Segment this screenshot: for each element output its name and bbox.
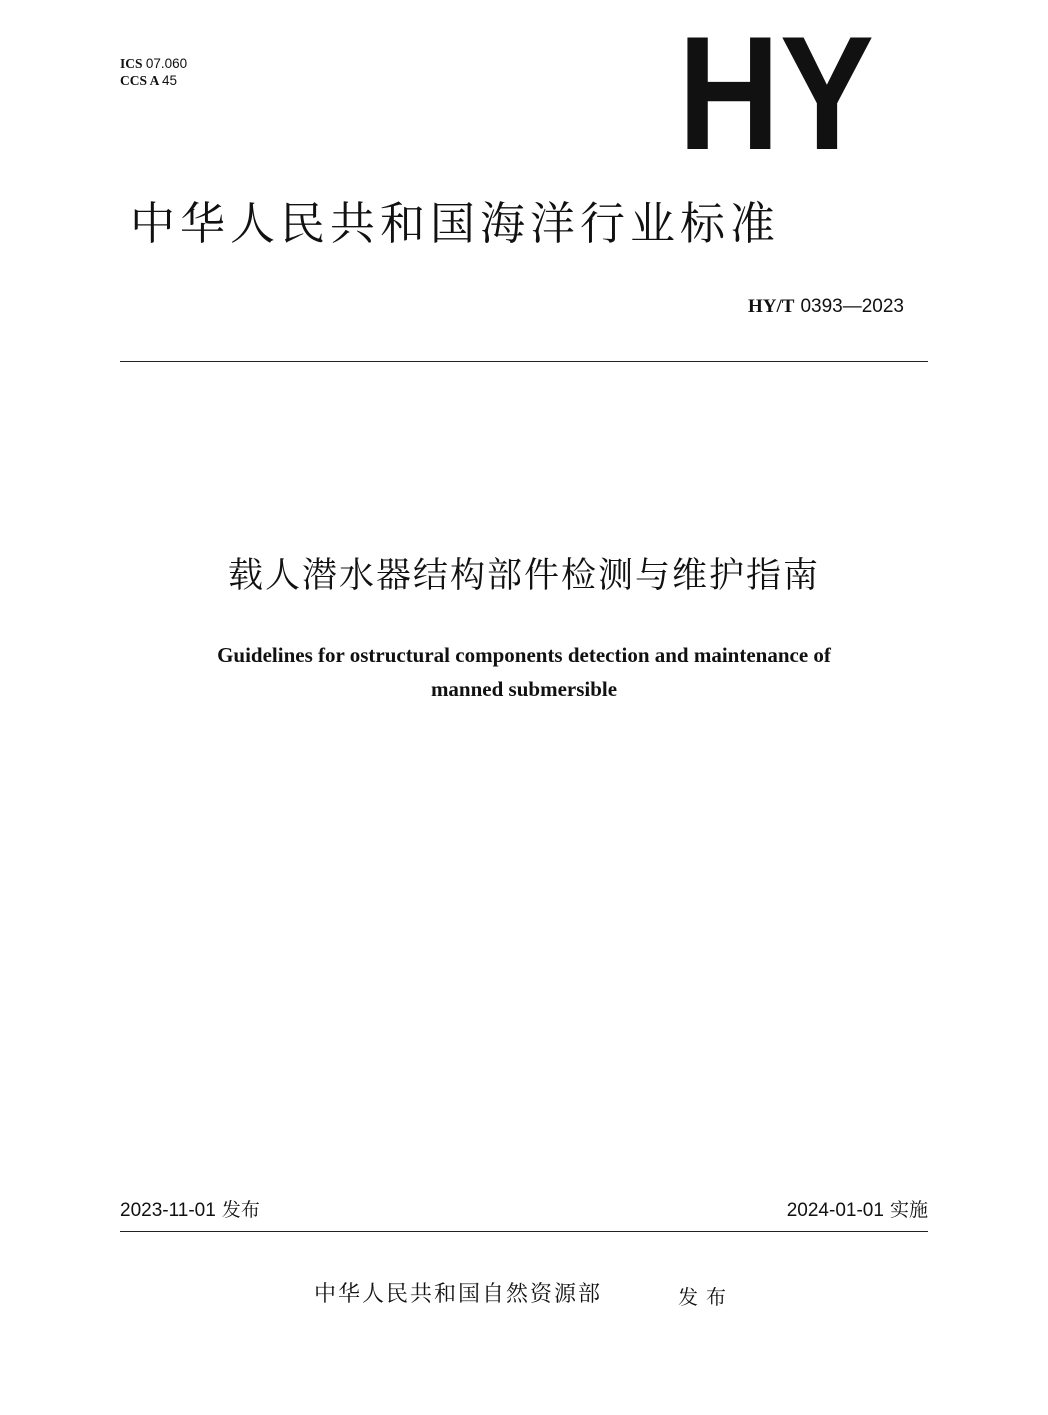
title-chinese: 载人潜水器结构部件检测与维护指南	[227, 556, 820, 596]
issue-date-label: 发布	[221, 1199, 260, 1221]
standard-code-number: 0393—2023	[800, 296, 904, 317]
ics-line	[120, 55, 187, 72]
standard-code	[748, 294, 904, 319]
header-divider	[120, 361, 928, 362]
ccs-line	[120, 72, 187, 89]
ics-value: 07.060	[145, 56, 188, 71]
ccs-letter: A	[149, 73, 159, 88]
title-english-line-1: Guidelines for ostructural components detection and maintenance of	[217, 643, 831, 667]
publish-label: 发布	[678, 1285, 734, 1309]
title-english-line-2: manned submersible	[430, 677, 618, 701]
ics-label: ICS	[120, 56, 143, 71]
implementation-date-label: 实施	[889, 1199, 928, 1221]
hy-logo-text: HY	[678, 3, 874, 184]
publisher-name: 中华人民共和国自然资源部	[314, 1282, 603, 1307]
classification-block	[120, 55, 187, 89]
standard-category: 中华人民共和国海洋行业标准	[130, 197, 781, 250]
ccs-number: 45	[162, 73, 178, 88]
standard-code-prefix: HY/T	[747, 296, 795, 317]
ccs-label: CCS	[120, 73, 148, 88]
footer-divider	[120, 1231, 928, 1232]
implementation-date-value: 2024-01-01	[786, 1200, 884, 1221]
title-english	[0, 638, 1048, 706]
issue-date	[120, 1197, 260, 1224]
hy-logo	[676, 3, 876, 184]
implementation-date	[787, 1197, 928, 1224]
issue-date-value: 2023-11-01	[120, 1200, 216, 1221]
